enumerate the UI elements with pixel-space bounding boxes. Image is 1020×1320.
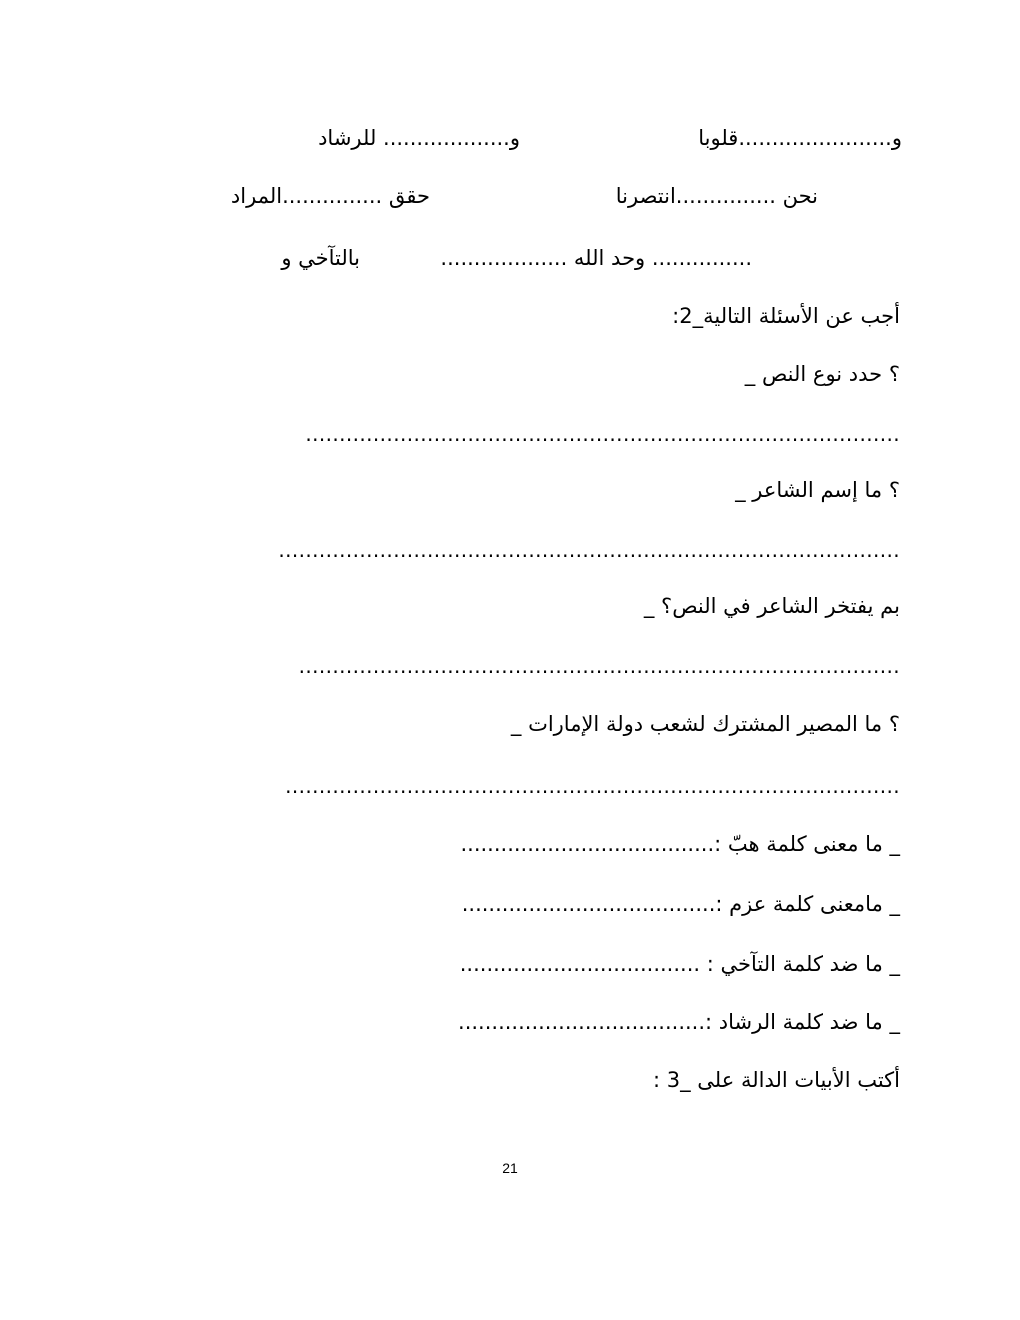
answer-line-1[interactable]: ........................................................................................ (305, 422, 900, 446)
poem-line-2-left: حقق ...............المراد (230, 184, 430, 208)
question-3: بم يفتخر الشاعر في النص؟ _ (643, 594, 900, 618)
poem-line-1-right: و.......................قلوبا (698, 126, 902, 150)
vocab-question-4[interactable]: _ ما ضد كلمة الرشاد :..................................... (458, 1010, 900, 1034)
page-number: 21 (502, 1160, 518, 1176)
answer-line-4[interactable]: ........................................................................................... (285, 774, 900, 798)
vocab-question-3[interactable]: _ ما ضد كلمة التآخي : .................................... (459, 952, 900, 976)
vocab-question-2[interactable]: _ مامعنى كلمة عزم :...................................... (461, 892, 900, 916)
question-2: ؟ ما إسم الشاعر _ (735, 478, 900, 502)
question-4: ؟ ما المصير المشترك لشعب دولة الإمارات _ (510, 712, 900, 736)
poem-line-3-left: بالتآخي و (281, 246, 360, 270)
answer-line-3[interactable]: ......................................................................................... (298, 654, 900, 678)
vocab-question-1[interactable]: _ ما معنى كلمة هبّ :...................................... (460, 832, 900, 856)
poem-line-3-right: ............... وحد الله ................... (440, 246, 752, 270)
section-3-heading: أكتب الأبيات الدالة على _3 : (652, 1068, 900, 1092)
answer-line-2[interactable]: ............................................................................................ (278, 538, 900, 562)
poem-line-1-left: و................... للرشاد (318, 126, 520, 150)
poem-line-2-right: نحن ...............انتصرنا (615, 184, 818, 208)
question-1: ؟ حدد نوع النص _ (744, 362, 900, 386)
section-2-heading: أجب عن الأسئلة التالية_2: (672, 304, 900, 328)
